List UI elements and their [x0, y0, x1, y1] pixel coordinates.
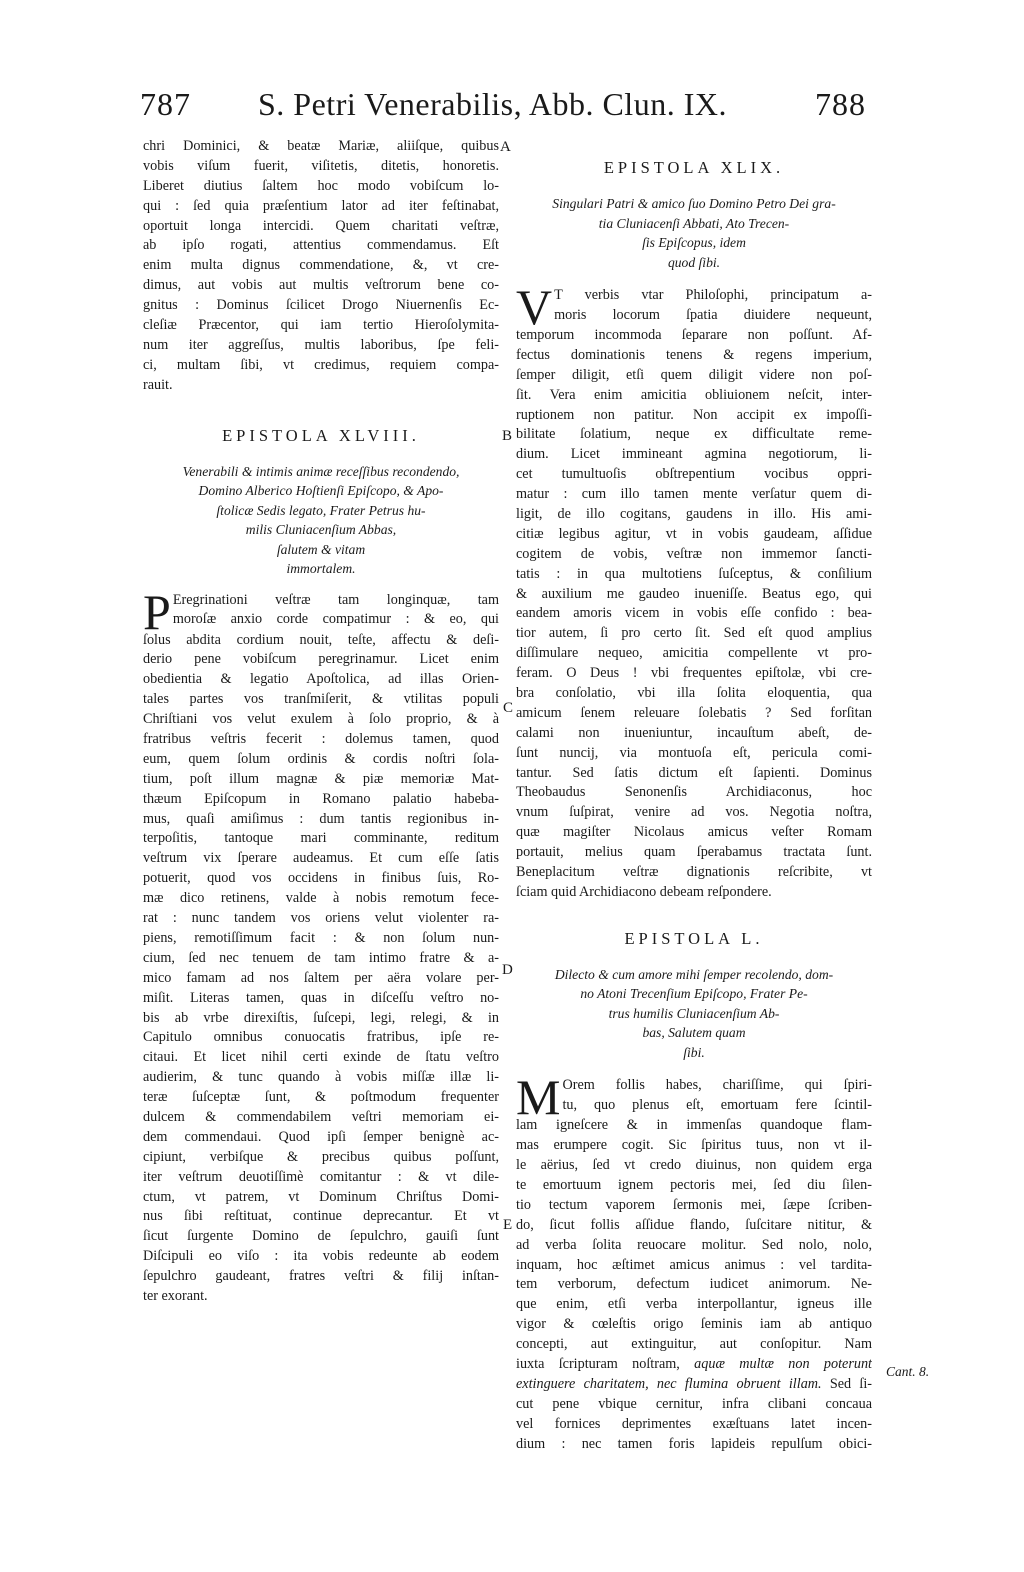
- text-line: diſſimulare nequeo, amicitia compellente vt pro-: [516, 645, 872, 662]
- text-line: calami non inueniuntur, incauſtum abeſt, de-: [516, 724, 872, 741]
- text-line: mæ dico retinens, valde à nobis remotum fece-: [143, 890, 499, 907]
- text-line: matur : cum illo tamen mente verſatur quem di-: [516, 486, 872, 503]
- text-line: ligit, de illo cogitans, gaudens in illo. His ami-: [516, 506, 872, 523]
- salutation-line: quod ſibi.: [667, 254, 721, 270]
- page-number-right: 788: [815, 86, 866, 122]
- text-line: cogitem de vobis, veſtræ non immemor ſancti-: [516, 545, 872, 562]
- text-line: Theobaudus Senonenſis Archidiaconus, hoc: [516, 784, 872, 801]
- salutation-line: ſibi.: [683, 1044, 705, 1060]
- text-line: rauit.: [143, 376, 173, 393]
- margin-letter-b: B: [502, 428, 513, 444]
- text-line: dem commendaui. Quod ipſi ſemper benignè ac-: [143, 1128, 499, 1145]
- text-line: ſciam quid Archidiacono debeam reſpondere.: [516, 883, 772, 900]
- text-line: moroſæ anxio corde compatimur : & eo, qui: [172, 611, 499, 628]
- epistola-50-body: [516, 1076, 872, 1116]
- text-line: dulcem & commendabilem veſtri memoriam ei-: [143, 1108, 499, 1125]
- text-line: cium, ſed nec tenuem de tam intimo fratre & a-: [143, 949, 499, 966]
- left-column: [143, 137, 499, 1307]
- text-line: citaui. Et licet nihil certi exinde de ſtatu veſtro: [143, 1049, 499, 1066]
- text-line: & auxilium me gaudeo inueniſſe. Beatus ego, qui: [516, 585, 872, 602]
- text-line: concepti, aut extinguitur, aut conſopitur. Nam: [516, 1336, 872, 1353]
- epistola-50-salutation: [516, 965, 872, 1063]
- text-line: Capitulo omnibus conuocatis fratribus, ipſe re-: [143, 1029, 499, 1046]
- text-line: cet tumultuoſis obſtrepentium vocibus oppri-: [516, 466, 872, 483]
- text-line: ſolus abdita cordium nouit, teſte, affectu & deſi-: [143, 631, 499, 648]
- epistola-50-body-lines: [516, 1116, 872, 1355]
- text-line: tio tectum vaporem ſermonis mei, ſæpe ſcriben-: [516, 1196, 872, 1213]
- text-line: dium : nec tamen foris lapideis repulſum obici-: [516, 1435, 872, 1452]
- text-line: obedientia & legatio Apoſtolica, ad illas Orien-: [143, 671, 499, 688]
- text-line: Beneplacitum veſtræ dignationis reſcribite, vt: [516, 864, 872, 881]
- scripture-quote: extinguere charitatem, nec flumina obruent illam.: [516, 1375, 822, 1392]
- text-line: extinguere charitatem, nec flumina obruent illam. Sed ſi-: [516, 1375, 872, 1392]
- text-line: cleſiæ Præcentor, qui iam tertio Hieroſolymita-: [143, 317, 499, 334]
- epistola-48-title: EPISTOLA XLVIII.: [222, 425, 420, 445]
- text-line: Eregrinationi veſtræ tam longinquæ, tam: [172, 591, 499, 608]
- margin-letter-c: C: [503, 700, 514, 716]
- text-line: Orem follis habes, chariſſime, qui ſpiri-: [562, 1077, 872, 1094]
- text-line: quæ magiſter Nicolaus amicus veſter Romam: [516, 824, 872, 841]
- salutation-line: milis Cluniacenſium Abbas,: [245, 522, 397, 538]
- text-line: ad verba ſolita reuocare molitur. Sed nolo, nolo,: [516, 1236, 872, 1253]
- text-line: fratribus veſtris fecerit : dolemus tamen, quod: [143, 731, 499, 748]
- text-line: citiæ legibus agitur, vt in vobis gaudeam, aſſidue: [516, 525, 872, 542]
- text-line: ſepulchro gaudeant, fratres veſtri & filij inſtan-: [143, 1268, 499, 1285]
- salutation-line: Singulari Patri & amico ſuo Domino Petro Dei gra-: [552, 196, 836, 211]
- text-line: rat : nunc tandem vos oriens velut violenter ra-: [143, 910, 499, 927]
- text-line: ſemper diligit, etſi quem diligit videre non poſ-: [516, 366, 872, 383]
- text-line: feram. O Deus ! vbi frequentes epiſtolæ, vbi cre-: [516, 665, 872, 682]
- text-line: ab ipſo rogati, attentius commendamus. Eſt: [143, 237, 499, 254]
- epistola-50-title: EPISTOLA L.: [624, 928, 764, 948]
- drop-cap: M: [516, 1076, 561, 1117]
- text-line: ter exorant.: [143, 1287, 208, 1304]
- text-line: nus ſibi reſtituat, continue deprecantur. Et vt: [143, 1208, 499, 1225]
- text-line: dimus, aut vobis aut multis veſtrorum bene co-: [143, 277, 499, 294]
- salutation-line: ſalutem & vitam: [276, 541, 366, 557]
- continuation-text: [143, 137, 499, 396]
- text-line: inquam, hoc æſtimet amicus animus : vel tardita-: [516, 1256, 872, 1273]
- text-line: ci, multam ſibi, vt credimus, requiem compa-: [143, 356, 499, 373]
- text-line: mas erumpere cogit. Sic ſpiritus tuus, non vt il-: [516, 1137, 872, 1154]
- text-line: temporum incommoda ſeparare non poſſunt. Af-: [516, 327, 872, 343]
- epistola-48-body-lines: [143, 631, 499, 1307]
- epistola-48-body: [143, 591, 499, 631]
- text-line: portauit, melius quam ſperabamus tractata ſunt.: [516, 844, 872, 861]
- salutation-line: Venerabili & intimis animæ receſſibus recondendo,: [182, 463, 460, 479]
- epistola-48-salutation: [143, 462, 499, 579]
- text-line: vnum ſuſpirat, venire ad vos. Negotia noſtra,: [516, 804, 872, 821]
- text-line: gnitus : Dominus ſcilicet Drogo Niuernenſis Ec-: [143, 297, 499, 314]
- margin-letter-a: A: [500, 139, 511, 155]
- text-line: ſicut ſurgente Domino de ſepulchro, gauiſi ſunt: [143, 1228, 499, 1245]
- salutation-line: ſis Epiſcopus, idem: [642, 235, 746, 250]
- running-header: [140, 86, 866, 126]
- text-line: ſit. Vera enim amicitia obliuionem neſcit, inter-: [516, 386, 872, 403]
- text-line: thæum Epiſcopum in Romano palatio habeba-: [143, 790, 499, 807]
- text-line: tatis : in qua multotiens ſuſceptus, & conſilium: [516, 565, 872, 582]
- text-line: Diſcipuli eo viſo : ita vobis redeunte ab eodem: [143, 1248, 499, 1265]
- text-line: piens, remotiſſimum facit : & non ſolum nun-: [143, 929, 499, 946]
- text-line: tem verborum, defectum iudicet animorum. Ne-: [516, 1276, 872, 1293]
- text-line: dium. Licet immineant agmina negotiorum, li-: [516, 446, 872, 463]
- salutation-line: tia Cluniacenſi Abbati, Ato Trecen-: [598, 215, 790, 231]
- text-line: bra conſolatio, vbi illa ſolita eloquentia, qua: [516, 685, 872, 702]
- text-line: mico famam ad nos ſaltem per aëra volare per-: [143, 969, 499, 986]
- text-line: fectus dominationis tenens & regens imperium,: [516, 346, 872, 363]
- salutation-line: trus humilis Cluniacenſium Ab-: [608, 1005, 780, 1021]
- text-line: cipiunt, verbiſque & precibus quibus poſſunt,: [143, 1148, 499, 1165]
- text-line: que enim, etſi verba interpollantur, igneus ille: [516, 1296, 872, 1313]
- text-line: tantur. Sed ſatis dictum eſt ſapienti. Dominus: [516, 764, 872, 781]
- text-line: vigor & cœleſtis origo ſeminis iam ab antiquo: [516, 1316, 872, 1333]
- text-line: oportuit longa intercidi. Quem charitati veſtræ,: [143, 217, 499, 234]
- text-line: bilitate ſolatium, neque ex difficultate reme-: [516, 426, 872, 443]
- running-title: S. Petri Venerabilis, Abb. Clun. IX.: [258, 86, 727, 122]
- text-line: tales partes vos tranſmiſerit, & vtilitas populi: [143, 691, 499, 708]
- text-line: do, ſicut follis aſſidue flando, ſuſcitare nititur, &: [516, 1216, 872, 1233]
- text-line: Chriſtiani vos velut exulem à ſolo proprio, & à: [143, 711, 499, 728]
- text-line: vobis viſum fuerit, viſitetis, ditetis, honoretis.: [143, 157, 499, 174]
- salutation-line: immortalem.: [286, 561, 356, 577]
- text-line: te emortuum ignem pectoris mei, ſed diu ſilen-: [516, 1177, 872, 1193]
- epistola-49-body-lines: [516, 326, 872, 903]
- text-line: qui : ſed quia præſentium lator ad iter feſtinabat,: [143, 197, 499, 214]
- text-line: veſtrum vix ſperare audeamus. Et cum eſſe ſatis: [143, 850, 499, 867]
- text-line: num iter aggreſſus, multis laboribus, ſpe feli-: [143, 336, 499, 353]
- text-line: eum, quem ſolum ordinis & cordis noſtri ſola-: [143, 750, 499, 767]
- scripture-quote: aquæ multæ non poterunt: [694, 1356, 872, 1373]
- text-line: tior autem, ſi pro certo ſit. Sed eſt quod amplius: [516, 625, 872, 642]
- text-line: chri Dominici, & beatæ Mariæ, aliiſque, quibus: [143, 138, 499, 154]
- text-line: eandem amoris vicem in vobis eſſe confido : bea-: [516, 605, 872, 622]
- text-line: le aërius, ſed vt credo diuinus, non quidem erga: [516, 1157, 872, 1174]
- text-line: bis ab vrbe direxiſtis, ſuſcepi, legi, relegi, & in: [143, 1009, 499, 1026]
- text-line: audierim, & tunc quando à vobis miſſæ illæ li-: [143, 1069, 499, 1086]
- text-line: iuxta ſcripturam noſtram, aquæ multæ non poterunt: [516, 1356, 872, 1373]
- text-line: teræ ſuſceptæ ſunt, & poſtmodum frequenter: [143, 1089, 499, 1106]
- salutation-line: bas, Salutem quam: [642, 1025, 746, 1041]
- drop-cap: V: [516, 286, 553, 326]
- text-line: vel fornices deprimentes exæſtuans latet incen-: [516, 1415, 872, 1432]
- text-line: ruptionem non patitur. Non accipit ex impoſſi-: [516, 406, 872, 423]
- epistola-50-tail-lines: [516, 1395, 872, 1455]
- drop-cap: P: [143, 590, 171, 631]
- text-line: iter veſtrum deuotiſſimè comitantur : & vt dile-: [143, 1168, 499, 1185]
- text-line: T verbis vtar Philoſophi, principatum a-: [554, 287, 872, 303]
- text-line: lam igneſcere & in immenſas quandoque flam-: [516, 1117, 872, 1134]
- salutation-line: ſtolicæ Sedis legato, Frater Petrus hu-: [216, 502, 426, 518]
- text-line: tu, quo plenus eſt, emortuam fere ſcintil-: [562, 1097, 872, 1114]
- right-column: [516, 136, 872, 1454]
- epistola-49-title: EPISTOLA XLIX.: [603, 158, 785, 177]
- text-line: mus, quaſi amiſimus : dum tantis regionibus in-: [143, 810, 499, 827]
- text-line: derio pene vobiſcum peregrinamur. Licet enim: [143, 651, 499, 668]
- text-line: terpoſitis, tantoque mari comminante, reditum: [143, 830, 499, 847]
- text-line: cut pene vbique cernitur, infra clibani concaua: [516, 1395, 872, 1412]
- text-line: moris locorum ſpatia diuidere nequeunt,: [554, 306, 872, 323]
- text-line: ſunt nuncij, via montuoſa eſt, pericula comi-: [516, 744, 872, 761]
- text-line: enim multa dignus commendatione, &, vt cre-: [143, 257, 499, 274]
- epistola-49-salutation: [516, 194, 872, 272]
- text-line: potuerit, quod vos occidens in finibus ſuis, Ro-: [143, 870, 499, 887]
- text-line: ctum, vt patrem, vt Dominum Chriſtus Domi-: [143, 1188, 499, 1205]
- margin-letter-d: D: [502, 962, 513, 978]
- epistola-49-body: [516, 286, 872, 326]
- salutation-line: Domino Alberico Hoſtienſi Epiſcopo, & Apo-: [198, 483, 444, 499]
- text-line: miſit. Literas tamen, quas in diſceſſu veſtro no-: [143, 989, 499, 1006]
- margin-citation: Cant. 8.: [886, 1364, 930, 1379]
- text-line: Liberet diutius ſaltem hoc modo vobiſcum lo-: [143, 177, 499, 194]
- text-line: amicum ſenem releuare ſolebatis ? Sed forſitan: [516, 704, 872, 721]
- salutation-line: no Atoni Trecenſium Epiſcopo, Frater Pe-: [580, 986, 808, 1002]
- margin-letter-e: E: [503, 1217, 513, 1233]
- text-line: tium, poſt illum magnæ & piæ memoriæ Mat-: [143, 770, 499, 787]
- page-number-left: 787: [140, 86, 191, 122]
- salutation-line: Dilecto & cum amore mihi ſemper recolendo, dom-: [554, 966, 834, 982]
